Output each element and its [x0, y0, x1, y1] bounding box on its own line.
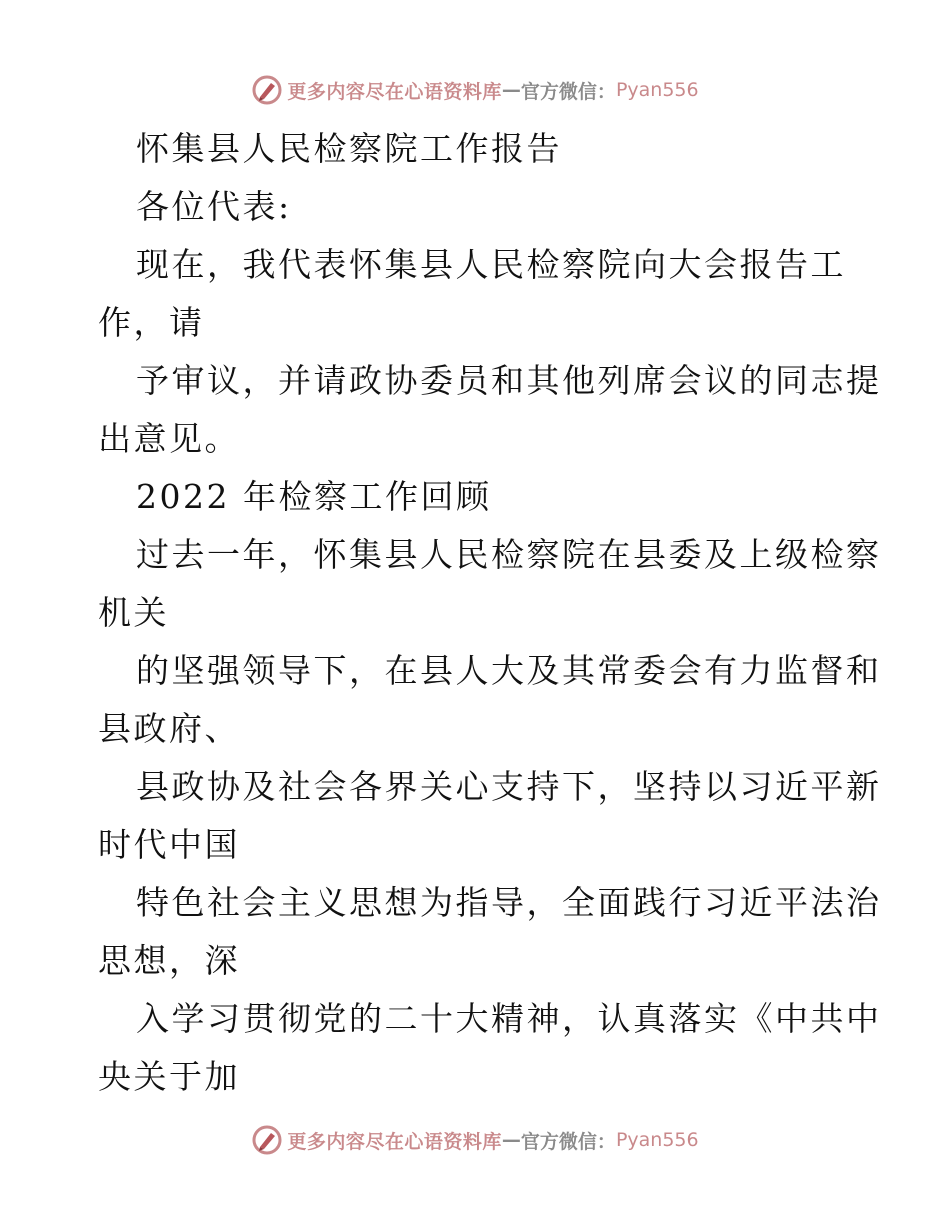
body-line: 作，请 [98, 303, 205, 342]
body-line: 现在，我代表怀集县人民检察院向大会报告工 [136, 245, 846, 284]
body-line: 予审议，并请政协委员和其他列席会议的同志提 [136, 361, 882, 400]
watermark-text: 更多内容尽在心语资料库 [287, 1130, 502, 1153]
body-line: 时代中国 [98, 825, 240, 864]
body-line: 县政府、 [98, 709, 240, 748]
body-line: 县政协及社会各界关心支持下，坚持以习近平新 [136, 767, 882, 806]
body-line: 特色社会主义思想为指导，全面践行习近平法治 [136, 883, 882, 922]
footer-watermark [0, 1120, 950, 1160]
body-line: 央关于加 [98, 1057, 240, 1096]
document-body [98, 120, 882, 1106]
pen-logo-icon [251, 1124, 283, 1156]
body-line: 出意见。 [98, 419, 240, 458]
body-line: 思想，深 [98, 941, 240, 980]
section-heading: 2022 年检察工作回顾 [136, 477, 492, 516]
body-line: 过去一年，怀集县人民检察院在县委及上级检察 [136, 535, 882, 574]
watermark-text: 更多内容尽在心语资料库 [287, 80, 502, 103]
body-line: 机关 [98, 593, 169, 632]
pen-logo-icon [251, 74, 283, 106]
watermark-wechat-id: Pyan556 [615, 1129, 699, 1151]
watermark-wechat-label: 官方微信： [520, 80, 616, 103]
doc-title: 怀集县人民检察院工作报告 [136, 129, 562, 168]
body-line: 入学习贯彻党的二十大精神，认真落实《中共中 [136, 999, 882, 1038]
watermark-wechat-label: 官方微信： [520, 1130, 616, 1153]
watermark-separator: — [501, 1129, 521, 1151]
watermark-wechat-id: Pyan556 [615, 79, 699, 101]
salutation: 各位代表: [136, 187, 292, 226]
watermark-separator: — [501, 79, 521, 101]
body-line: 的坚强领导下，在县人大及其常委会有力监督和 [136, 651, 882, 690]
header-watermark [0, 70, 950, 110]
